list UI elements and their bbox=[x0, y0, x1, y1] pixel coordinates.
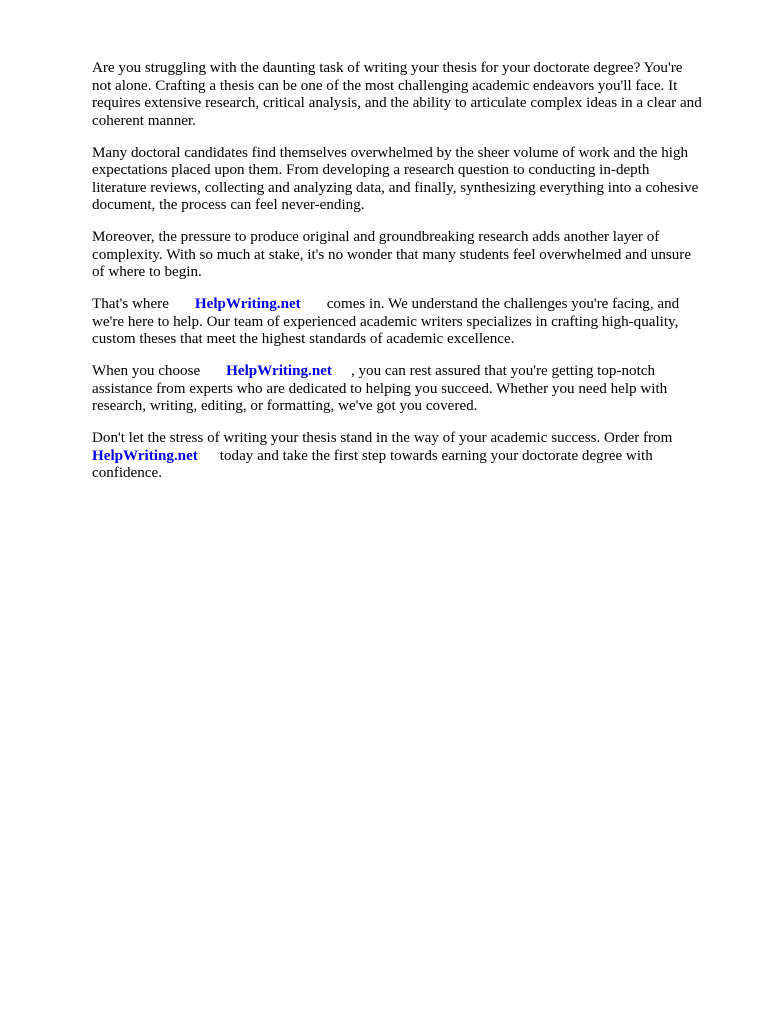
paragraph-line: of where to begin. bbox=[92, 264, 202, 280]
paragraph-line bbox=[92, 296, 724, 314]
paragraph-line: Don't let the stress of writing your thesis stand in the way of your academic success. Order from bbox=[92, 430, 673, 446]
paragraph-closing bbox=[92, 430, 724, 483]
paragraph-line: research, writing, editing, or formatting, we've got you covered. bbox=[92, 398, 478, 414]
paragraph-line: document, the process can feel never-ending. bbox=[92, 197, 365, 213]
line-text: , you can rest assured that you're getting top-notch bbox=[350, 363, 656, 379]
paragraph-line: complexity. With so much at stake, it's no wonder that many students feel overwhelmed and unsure bbox=[92, 246, 692, 263]
paragraph-line: requires extensive research, critical analysis, and the ability to articulate complex ideas in a clear and bbox=[92, 95, 702, 111]
line-text: today and take the first step towards earning your doctorate degree with bbox=[219, 447, 653, 464]
paragraph-line: Are you struggling with the daunting task of writing your thesis for your doctorate degree? You're bbox=[92, 60, 683, 76]
paragraph-thats-where bbox=[92, 296, 724, 349]
line-text: That's where bbox=[92, 296, 169, 312]
paragraph-pressure bbox=[92, 229, 724, 282]
paragraph-line: Moreover, the pressure to produce original and groundbreaking research adds another layer of bbox=[92, 229, 660, 245]
paragraph-line: literature reviews, collecting and analyzing data, and finally, synthesizing everything into a cohesive bbox=[92, 179, 699, 196]
paragraph-line: assistance from experts who are dedicated to helping you succeed. Whether you need help with bbox=[92, 380, 668, 397]
line-text: When you choose bbox=[92, 363, 201, 379]
helpwriting-link[interactable]: HelpWriting.net bbox=[226, 363, 332, 379]
helpwriting-link[interactable]: HelpWriting.net bbox=[194, 296, 301, 312]
paragraph-line: Many doctoral candidates find themselves overwhelmed by the sheer volume of work and the high bbox=[92, 144, 689, 161]
paragraph-line: we're here to help. Our team of experienced academic writers specializes in crafting high-quality, bbox=[92, 313, 679, 330]
paragraph-line: not alone. Crafting a thesis can be one of the most challenging academic endeavors you'll face. It bbox=[92, 77, 678, 94]
paragraph-line: confidence. bbox=[92, 465, 162, 481]
paragraph-line: custom theses that meet the highest standards of academic excellence. bbox=[92, 331, 515, 347]
helpwriting-link[interactable]: HelpWriting.net bbox=[92, 447, 198, 464]
document-body bbox=[92, 60, 724, 497]
paragraph-intro bbox=[92, 60, 724, 130]
paragraph-overwhelmed bbox=[92, 145, 724, 215]
line-text: comes in. We understand the challenges you're facing, and bbox=[326, 296, 680, 312]
paragraph-line: expectations placed upon them. From developing a research question to conducting in-depth bbox=[92, 162, 650, 178]
paragraph-when-you-choose bbox=[92, 363, 724, 416]
paragraph-line bbox=[92, 363, 724, 381]
paragraph-line bbox=[92, 448, 724, 466]
paragraph-line: coherent manner. bbox=[92, 112, 196, 129]
